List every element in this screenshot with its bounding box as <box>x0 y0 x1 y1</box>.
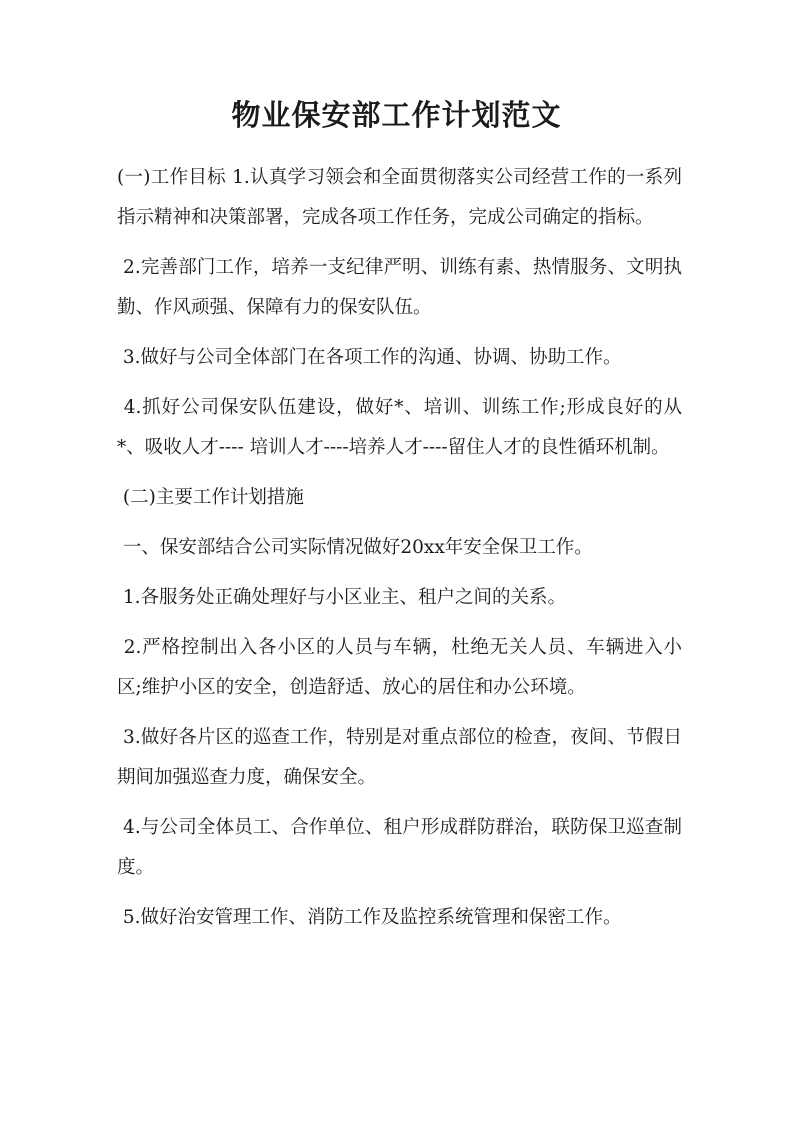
paragraph-measure-3: 3.做好各片区的巡查工作，特别是对重点部位的检查，夜间、节假日期间加强巡查力度，确保安全。 <box>117 727 682 788</box>
document-body <box>117 158 682 948</box>
paragraph-goal-3: 3.做好与公司全体部门在各项工作的沟通、协调、协助工作。 <box>117 347 622 368</box>
section-heading-measures: (二)主要工作计划措施 <box>117 487 304 508</box>
paragraph-goal-2: 2.完善部门工作，培养一支纪律严明、训练有素、热情服务、文明执勤、作风顽强、保障有力的保安队伍。 <box>117 257 682 318</box>
subsection-heading-security: 一、保安部结合公司实际情况做好20xx年安全保卫工作。 <box>117 537 593 558</box>
paragraph-work-goals: (一)工作目标 1.认真学习领会和全面贯彻落实公司经营工作的一系列指示精神和决策部署，完成各项工作任务，完成公司确定的指标。 <box>117 167 682 228</box>
paragraph-goal-4: 4.抓好公司保安队伍建设，做好*、培训、训练工作;形成良好的从*、吸收人才---- 培训人才----培养人才----留住人才的良性循环机制。 <box>117 397 682 458</box>
document-title: 物业保安部工作计划范文 <box>231 98 562 132</box>
paragraph-measure-5: 5.做好治安管理工作、消防工作及监控系统管理和保密工作。 <box>117 907 622 928</box>
paragraph-measure-1: 1.各服务处正确处理好与小区业主、租户之间的关系。 <box>117 587 567 608</box>
paragraph-measure-2: 2.严格控制出入各小区的人员与车辆，杜绝无关人员、车辆进入小区;维护小区的安全，创造舒适、放心的居住和办公环境。 <box>117 637 683 698</box>
paragraph-measure-4: 4.与公司全体员工、合作单位、租户形成群防群治，联防保卫巡查制度。 <box>117 817 682 878</box>
